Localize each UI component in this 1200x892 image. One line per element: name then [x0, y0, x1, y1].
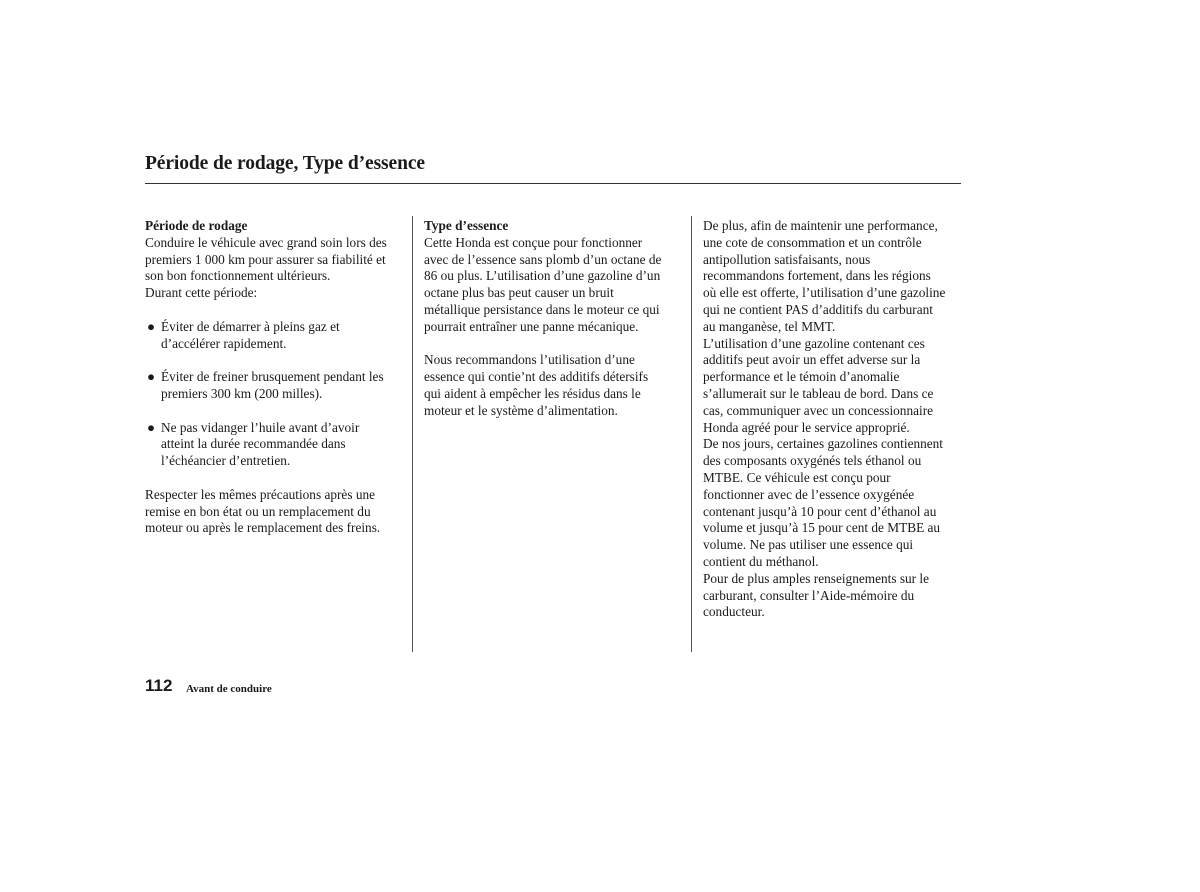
text-line: octane plus bas peut causer un bruit: [424, 285, 614, 301]
text-line: son bon fonctionnement ultérieurs.: [145, 268, 331, 284]
column-divider: [412, 216, 413, 652]
text-line: des composants oxygénés tels éthanol ou: [703, 453, 922, 469]
text-line: essence qui contie’nt des additifs détersifs: [424, 369, 649, 385]
text-line: moteur ou après le remplacement des freins.: [145, 520, 381, 536]
text-line: De nos jours, certaines gazolines contiennent: [703, 436, 944, 452]
text-line: atteint la durée recommandée dans: [161, 436, 346, 452]
text-line: l’échéancier d’entretien.: [161, 453, 291, 469]
bullet-item: [145, 369, 407, 403]
text-line: moteur et le système d’alimentation.: [424, 402, 618, 418]
fuel-type-heading: Type d’essence: [424, 218, 509, 233]
text-line: carburant, consulter l’Aide-mémoire du: [703, 587, 915, 603]
text-line: qui ne contient PAS d’additifs du carburant: [703, 301, 933, 317]
text-line: remise en bon état ou un remplacement du: [145, 503, 371, 519]
break-in-heading: Période de rodage: [145, 218, 248, 233]
text-line: où elle est offerte, l’utilisation d’une gazoline: [703, 285, 946, 301]
text-line: Honda agréé pour le service approprié.: [703, 419, 910, 435]
text-line: premiers 1 000 km pour assurer sa fiabilité et: [145, 251, 386, 267]
text-line: s’allumerait sur le tableau de bord. Dans ce: [703, 385, 934, 401]
text-line: métallique persistance dans le moteur ce qui: [424, 301, 660, 317]
paragraph-gap: [145, 470, 407, 487]
column-divider: [691, 216, 692, 652]
text-line: L’utilisation d’une gazoline contenant ces: [703, 335, 925, 351]
page-number: 112: [145, 676, 173, 695]
text-line: contenant jusqu’à 10 pour cent d’éthanol au: [703, 503, 937, 519]
paragraph-gap: [145, 302, 407, 319]
bullet-item: [145, 420, 407, 470]
text-line: contient du méthanol.: [703, 553, 819, 569]
text-line: Conduire le véhicule avec grand soin lors des: [145, 234, 387, 250]
bullet-icon: ●: [147, 419, 156, 435]
text-line: pourrait entraîner une panne mécanique.: [424, 318, 639, 334]
text-line: antipollution satisfaisants, nous: [703, 251, 871, 267]
text-line: volume. Ne pas utiliser une essence qui: [703, 537, 914, 553]
text-line: premiers 300 km (200 milles).: [161, 385, 323, 401]
text-line: additifs peut avoir un effet adverse sur la: [703, 352, 921, 368]
column-break-in: [145, 218, 407, 537]
footer-section-name: Avant de conduire: [186, 683, 272, 695]
text-line: fonctionner avec de l’essence oxygénée: [703, 486, 915, 502]
text-line: MTBE. Ce véhicule est conçu pour: [703, 469, 891, 485]
text-line: Éviter de freiner brusquement pendant les: [161, 369, 384, 385]
title-rule: [145, 183, 961, 184]
column-fuel-type: [424, 218, 686, 420]
text-line: recommandons fortement, dans les régions: [703, 268, 931, 284]
page-title: Période de rodage, Type d’essence: [145, 153, 425, 174]
column-fuel-additives: [703, 218, 965, 621]
bullet-icon: ●: [147, 369, 156, 385]
text-line: Ne pas vidanger l’huile avant d’avoir: [161, 419, 360, 435]
bullet-item: [145, 319, 407, 353]
text-line: d’accélérer rapidement.: [161, 335, 287, 351]
text-line: Pour de plus amples renseignements sur le: [703, 570, 930, 586]
text-line: une cote de consommation et un contrôle: [703, 234, 922, 250]
text-line: 86 ou plus. L’utilisation d’une gazoline d’un: [424, 268, 661, 284]
text-line: avec de l’essence sans plomb d’un octane de: [424, 251, 662, 267]
text-line: volume et jusqu’à 15 pour cent de MTBE au: [703, 520, 941, 536]
text-line: au manganèse, tel MMT.: [703, 318, 836, 334]
bullet-icon: ●: [147, 318, 156, 334]
text-line: cas, communiquer avec un concessionnaire: [703, 402, 934, 418]
text-line: Nous recommandons l’utilisation d’une: [424, 352, 635, 368]
text-line: De plus, afin de maintenir une performance,: [703, 218, 938, 233]
text-line: Respecter les mêmes précautions après une: [145, 486, 376, 502]
paragraph-gap: [145, 403, 407, 420]
paragraph-gap: [424, 336, 686, 353]
paragraph-gap: [145, 352, 407, 369]
text-line: Cette Honda est conçue pour fonctionner: [424, 234, 643, 250]
text-line: qui aident à empêcher les résidus dans le: [424, 385, 641, 401]
text-line: Éviter de démarrer à pleins gaz et: [161, 318, 340, 334]
text-line: performance et le témoin d’anomalie: [703, 369, 900, 385]
text-line: conducteur.: [703, 604, 765, 620]
text-line: Durant cette période:: [145, 285, 258, 301]
